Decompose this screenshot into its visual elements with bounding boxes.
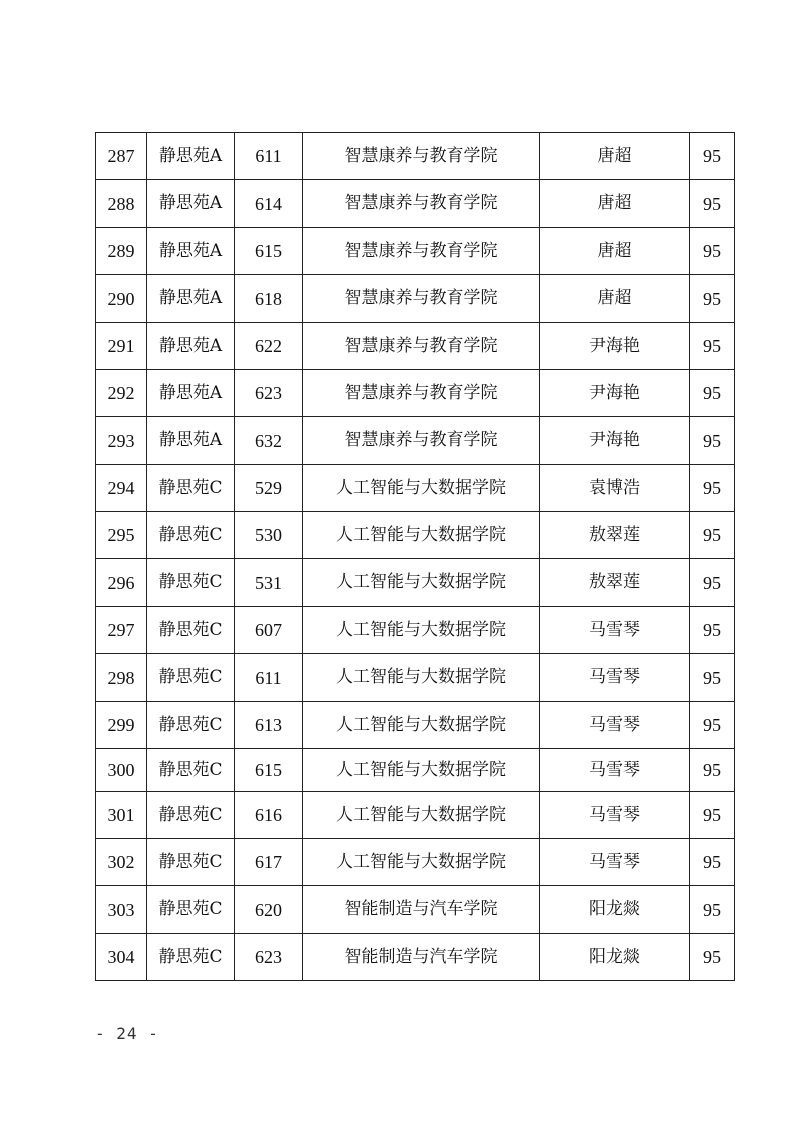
- table-row: [96, 323, 735, 370]
- table-row: [96, 607, 735, 654]
- cell-college: 智慧康养与教育学院: [303, 275, 540, 323]
- cell-number: 296: [96, 559, 147, 607]
- cell-number: 292: [96, 370, 147, 417]
- table-row: [96, 465, 735, 512]
- cell-number: 293: [96, 417, 147, 465]
- table-row: [96, 792, 735, 839]
- cell-score: 95: [690, 607, 735, 654]
- cell-supervisor: 袁博浩: [540, 465, 690, 512]
- cell-building: 静思苑A: [147, 323, 235, 370]
- cell-room: 611: [235, 654, 303, 702]
- cell-score: 95: [690, 133, 735, 180]
- cell-building: 静思苑A: [147, 228, 235, 275]
- cell-college: 智能制造与汽车学院: [303, 886, 540, 934]
- cell-building: 静思苑C: [147, 559, 235, 607]
- cell-room: 623: [235, 934, 303, 981]
- cell-room: 623: [235, 370, 303, 417]
- cell-number: 300: [96, 749, 147, 792]
- cell-supervisor: 唐超: [540, 180, 690, 228]
- cell-building: 静思苑A: [147, 275, 235, 323]
- cell-college: 人工智能与大数据学院: [303, 839, 540, 886]
- cell-building: 静思苑C: [147, 886, 235, 934]
- cell-room: 614: [235, 180, 303, 228]
- cell-number: 302: [96, 839, 147, 886]
- table-row: [96, 275, 735, 323]
- table-row: [96, 512, 735, 559]
- cell-building: 静思苑C: [147, 607, 235, 654]
- cell-number: 297: [96, 607, 147, 654]
- table-body: [96, 133, 735, 981]
- page-number: - 24 -: [95, 1024, 159, 1043]
- cell-college: 智慧康养与教育学院: [303, 228, 540, 275]
- table-row: [96, 559, 735, 607]
- cell-building: 静思苑A: [147, 180, 235, 228]
- cell-supervisor: 敖翠莲: [540, 559, 690, 607]
- cell-score: 95: [690, 417, 735, 465]
- cell-number: 298: [96, 654, 147, 702]
- cell-number: 299: [96, 702, 147, 749]
- table-row: [96, 417, 735, 465]
- cell-building: 静思苑A: [147, 370, 235, 417]
- table-row: [96, 370, 735, 417]
- cell-supervisor: 马雪琴: [540, 607, 690, 654]
- cell-room: 616: [235, 792, 303, 839]
- table-row: [96, 180, 735, 228]
- cell-building: 静思苑C: [147, 512, 235, 559]
- cell-score: 95: [690, 886, 735, 934]
- cell-score: 95: [690, 512, 735, 559]
- cell-score: 95: [690, 370, 735, 417]
- cell-number: 294: [96, 465, 147, 512]
- cell-college: 智能制造与汽车学院: [303, 934, 540, 981]
- table-row: [96, 749, 735, 792]
- cell-room: 611: [235, 133, 303, 180]
- cell-supervisor: 唐超: [540, 133, 690, 180]
- cell-score: 95: [690, 702, 735, 749]
- cell-room: 613: [235, 702, 303, 749]
- cell-room: 531: [235, 559, 303, 607]
- cell-college: 人工智能与大数据学院: [303, 749, 540, 792]
- table-row: [96, 228, 735, 275]
- cell-supervisor: 马雪琴: [540, 654, 690, 702]
- cell-college: 智慧康养与教育学院: [303, 180, 540, 228]
- cell-supervisor: 马雪琴: [540, 749, 690, 792]
- cell-score: 95: [690, 465, 735, 512]
- cell-building: 静思苑C: [147, 465, 235, 512]
- cell-room: 530: [235, 512, 303, 559]
- cell-number: 295: [96, 512, 147, 559]
- cell-college: 智慧康养与教育学院: [303, 323, 540, 370]
- cell-room: 618: [235, 275, 303, 323]
- cell-score: 95: [690, 275, 735, 323]
- cell-room: 617: [235, 839, 303, 886]
- cell-score: 95: [690, 323, 735, 370]
- cell-supervisor: 马雪琴: [540, 839, 690, 886]
- table-row: [96, 702, 735, 749]
- table-row: [96, 934, 735, 981]
- cell-building: 静思苑C: [147, 654, 235, 702]
- table-row: [96, 654, 735, 702]
- table-row: [96, 886, 735, 934]
- cell-number: 301: [96, 792, 147, 839]
- cell-number: 290: [96, 275, 147, 323]
- cell-supervisor: 尹海艳: [540, 323, 690, 370]
- cell-supervisor: 敖翠莲: [540, 512, 690, 559]
- cell-room: 622: [235, 323, 303, 370]
- cell-supervisor: 马雪琴: [540, 792, 690, 839]
- cell-supervisor: 马雪琴: [540, 702, 690, 749]
- cell-score: 95: [690, 654, 735, 702]
- cell-room: 529: [235, 465, 303, 512]
- cell-college: 智慧康养与教育学院: [303, 133, 540, 180]
- cell-supervisor: 阳龙燚: [540, 934, 690, 981]
- cell-score: 95: [690, 228, 735, 275]
- cell-score: 95: [690, 792, 735, 839]
- cell-room: 632: [235, 417, 303, 465]
- cell-number: 304: [96, 934, 147, 981]
- cell-number: 288: [96, 180, 147, 228]
- cell-room: 620: [235, 886, 303, 934]
- cell-supervisor: 尹海艳: [540, 417, 690, 465]
- cell-number: 303: [96, 886, 147, 934]
- cell-number: 287: [96, 133, 147, 180]
- cell-score: 95: [690, 839, 735, 886]
- cell-number: 289: [96, 228, 147, 275]
- cell-supervisor: 阳龙燚: [540, 886, 690, 934]
- cell-college: 智慧康养与教育学院: [303, 417, 540, 465]
- cell-number: 291: [96, 323, 147, 370]
- cell-college: 人工智能与大数据学院: [303, 465, 540, 512]
- cell-building: 静思苑A: [147, 417, 235, 465]
- cell-room: 615: [235, 228, 303, 275]
- cell-building: 静思苑C: [147, 839, 235, 886]
- cell-supervisor: 唐超: [540, 275, 690, 323]
- cell-college: 人工智能与大数据学院: [303, 607, 540, 654]
- cell-score: 95: [690, 749, 735, 792]
- cell-supervisor: 唐超: [540, 228, 690, 275]
- cell-score: 95: [690, 180, 735, 228]
- cell-building: 静思苑C: [147, 934, 235, 981]
- cell-college: 人工智能与大数据学院: [303, 512, 540, 559]
- table-row: [96, 839, 735, 886]
- cell-supervisor: 尹海艳: [540, 370, 690, 417]
- cell-room: 615: [235, 749, 303, 792]
- cell-building: 静思苑C: [147, 749, 235, 792]
- cell-building: 静思苑A: [147, 133, 235, 180]
- dormitory-score-table: [95, 132, 735, 981]
- cell-score: 95: [690, 934, 735, 981]
- cell-college: 智慧康养与教育学院: [303, 370, 540, 417]
- cell-college: 人工智能与大数据学院: [303, 654, 540, 702]
- cell-room: 607: [235, 607, 303, 654]
- cell-college: 人工智能与大数据学院: [303, 792, 540, 839]
- cell-building: 静思苑C: [147, 702, 235, 749]
- cell-building: 静思苑C: [147, 792, 235, 839]
- cell-college: 人工智能与大数据学院: [303, 702, 540, 749]
- table-row: [96, 133, 735, 180]
- cell-college: 人工智能与大数据学院: [303, 559, 540, 607]
- cell-score: 95: [690, 559, 735, 607]
